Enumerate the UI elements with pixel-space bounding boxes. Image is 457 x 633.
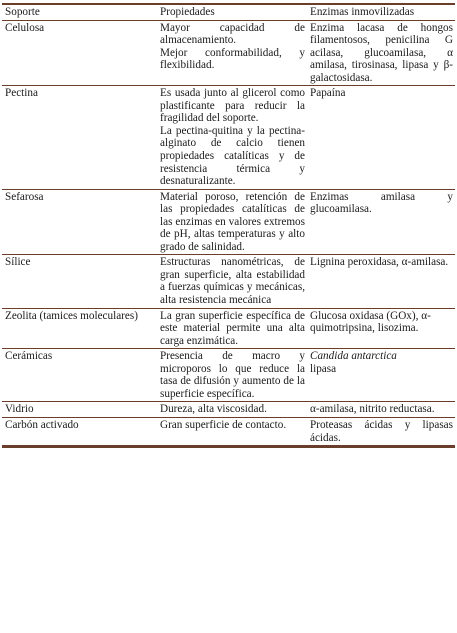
property-text: La gran superficie específica de este material permite una alta carga enzimática.	[160, 309, 305, 347]
property-text: Presencia de macro y microporos lo que reduce la tasa de difusión y aumento de la superficie específica.	[160, 350, 305, 400]
property-text: Estructuras nanométricas, de gran superficie, alta estabilidad a fuerzas químicas y mecánicas, alta resistencia mecánica	[160, 256, 305, 307]
property-text: La pectina-quitina y la pectina-alginato de calcio tienen propiedades catalíticas y de resistencia térmica y desnaturalizante.	[160, 124, 305, 188]
cell-propiedades	[157, 189, 307, 255]
property-text: Material poroso, retención de las propiedades catalíticas de las enzimas en valores extremos de pH, altas temperaturas y alto grado de salinidad.	[160, 190, 305, 253]
enzyme-support-table	[2, 3, 455, 448]
cell-propiedades	[157, 86, 307, 189]
header-soporte: Soporte	[5, 6, 40, 18]
cell-soporte: Pectina	[5, 87, 38, 100]
property-text: Mejor conformabilidad, y flexibilidad.	[160, 46, 305, 72]
property-text: Dureza, alta viscosidad.	[160, 403, 267, 416]
table-row	[2, 349, 455, 402]
cell-soporte: Cerámicas	[5, 350, 53, 363]
table-row	[2, 20, 455, 86]
cell-propiedades	[157, 255, 307, 308]
cell-enzimas: Proteasas ácidas y lipasas ácidas.	[310, 418, 453, 444]
cell-propiedades	[157, 20, 307, 86]
cell-propiedades	[157, 308, 307, 349]
enzyme-species-name: Candida antarctica	[310, 350, 397, 363]
cell-enzimas: Glucosa oxidasa (GOx), α-quimotripsina, lisozima.	[310, 309, 431, 335]
table-row	[2, 189, 455, 255]
cell-soporte: Zeolita (tamices moleculares)	[5, 309, 138, 322]
table-row	[2, 255, 455, 308]
table-row	[2, 86, 455, 189]
cell-enzimas	[307, 349, 455, 402]
property-text: Es usada junto al glicerol como plastificante para reducir la fragilidad del soporte.	[160, 87, 305, 125]
header-enzimas: Enzimas inmovilizadas	[310, 6, 415, 18]
cell-soporte: Sefarosa	[5, 190, 44, 203]
table-row	[2, 417, 455, 446]
cell-enzimas: Papaína	[310, 87, 346, 100]
cell-propiedades	[157, 349, 307, 402]
cell-enzimas: Enzimas amilasa y glucoamilasa.	[310, 190, 453, 216]
cell-enzimas: α-amilasa, nitrito reductasa.	[310, 403, 435, 416]
cell-soporte: Carbón activado	[5, 418, 79, 431]
header-propiedades: Propiedades	[160, 6, 215, 18]
cell-soporte: Vidrio	[5, 403, 34, 416]
enzyme-name: lipasa	[310, 362, 337, 375]
table-header-row	[2, 4, 455, 20]
cell-soporte: Sílice	[5, 256, 31, 269]
cell-enzimas: Lignina peroxidasa, α-amilasa.	[310, 256, 449, 269]
cell-enzimas: Enzima lacasa de hongos filamentosos, penicilina G acilasa, glucoamilasa, α amilasa, tirosinasa, lipasa y β-galactosidasa.	[310, 21, 453, 84]
cell-propiedades	[157, 417, 307, 446]
table-row	[2, 402, 455, 418]
property-text: Mayor capacidad de almacenamiento.	[160, 21, 305, 47]
table-row	[2, 308, 455, 349]
cell-soporte: Celulosa	[5, 21, 45, 34]
property-text: Gran superficie de contacto.	[160, 418, 287, 431]
cell-propiedades	[157, 402, 307, 418]
